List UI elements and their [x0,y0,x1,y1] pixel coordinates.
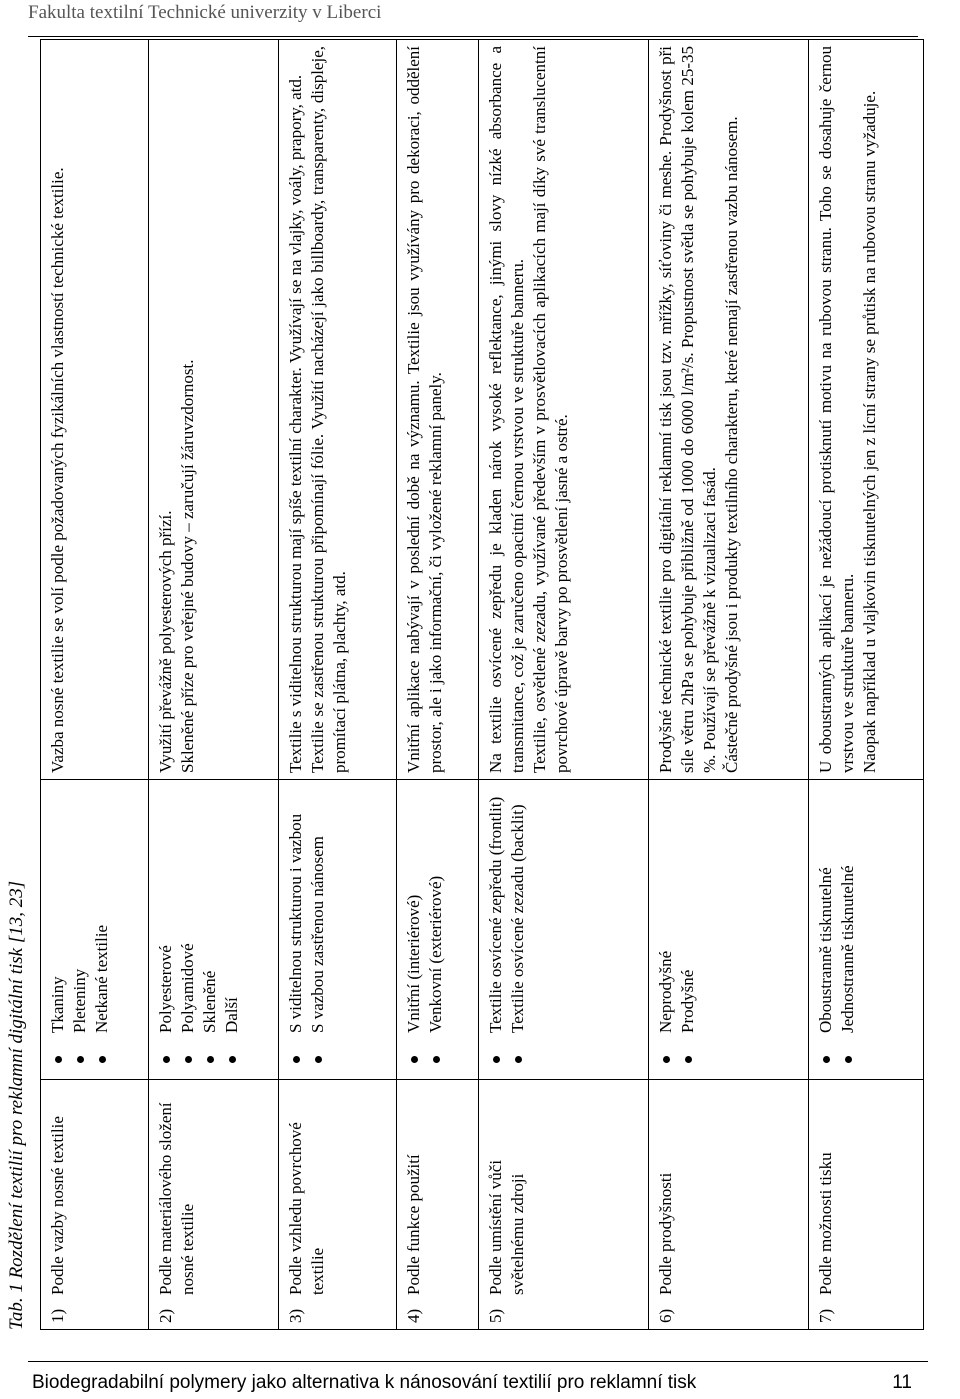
description-cell [279,40,397,780]
table-row [479,40,649,1330]
description-text: Na textilie osvícené zepředu je kladen nárok vysoké reflektance, jinými slovy nízké absorbance a transmitance, což je zaručeno opacitní černou vrstvou ve struktuře banneru. [486,46,527,773]
row-number: 3) [286,1308,305,1323]
table-row [149,40,279,1330]
category-item: Neprodyšné [655,786,677,1033]
category-item: Prodyšné [677,786,699,1033]
row-number: 4) [404,1308,423,1323]
criterion-text: Podle materiálového složení nosné textilie [156,1102,197,1295]
description-cell [649,40,809,780]
criterion-cell [649,1080,809,1330]
category-item: Polyesterové [155,786,177,1033]
criterion-cell [809,1080,924,1330]
category-item: S viditelnou strukturou i vazbou [285,786,307,1033]
row-number: 6) [656,1308,675,1323]
criterion-text: Podle vzhledu povrchové textilie [286,1122,327,1295]
category-item: Další [221,786,243,1033]
description-text: Vazba nosné textilie se volí podle požadovaných fyzikálních vlastností technické textilie. [48,167,67,773]
category-cell [649,780,809,1080]
category-cell [397,780,479,1080]
category-item: Polyamidové [177,786,199,1033]
classification-table [40,39,924,1330]
table-row [397,40,479,1330]
table-row [279,40,397,1330]
category-list [485,786,529,1073]
category-list [285,786,329,1073]
page-footer [28,1361,928,1399]
header-text: Fakulta textilní Technické univerzity v Liberci [28,2,382,23]
description-cell [41,40,149,780]
category-list [47,786,113,1073]
category-item: Tkaniny [47,786,69,1033]
category-cell [479,780,649,1080]
page-header [28,0,918,37]
row-number: 5) [486,1308,505,1323]
category-cell [149,780,279,1080]
criterion-text: Podle možnosti tisku [816,1152,835,1295]
description-text: Částečně prodyšné jsou i produkty textilního charakteru, které nemají zastřenou vazbu nánosem. [722,116,741,773]
description-cell [809,40,924,780]
criterion-cell [397,1080,479,1330]
category-list [815,786,859,1073]
footer-text: Biodegradabilní polymery jako alternativa k nánosování textilií pro reklamní tisk [32,1372,697,1393]
rotated-table-container [6,40,950,1330]
criterion-text: Podle umístění vůči světelnému zdroji [486,1159,527,1295]
table-caption: Tab. 1 Rozdělení textilií pro reklamní digitální tisk [13, 23] [6,880,27,1330]
category-item: Textilie osvícené zezadu (backlit) [507,786,529,1033]
description-text: Naopak například u vlajkovin tisknutelných jen z lícní strany se průtisk na rubovou stranu vyžaduje. [860,90,879,773]
description-cell [397,40,479,780]
table-row [41,40,149,1330]
category-item: Jednostranně tisknutelné [837,786,859,1033]
criterion-cell [479,1080,649,1330]
criterion-text: Podle vazby nosné textilie [48,1116,67,1295]
description-cell [149,40,279,780]
category-item: Pleteniny [69,786,91,1033]
description-text: Vnitřní aplikace nabývají v poslední době na významu. Textilie jsou využívány pro dekoraci, oddělení prostor, ale i jako informační, či vyložené reklamní panely. [404,46,445,773]
category-item: Oboustranně tisknutelné [815,786,837,1033]
description-text: Textilie s viditelnou strukturou mají spíše textilní charakter. Využívají se na vlajky, voály, prapory, atd. [286,74,305,773]
table-row [649,40,809,1330]
category-item: Vnitřní (interiérové) [403,786,425,1033]
criterion-cell [279,1080,397,1330]
description-text: Prodyšné technické textilie pro digitální reklamní tisk jsou tzv. mřížky, síťoviny či meshe. Prodyšnost při síle větru 2hPa se pohybuje přibližně od 1000 do 6000 l/m²/s. Propustnost světla se pohybuje kolem 25-35 %. Používají se převážně k vizualizaci fasád. [656,46,719,773]
category-list [403,786,447,1073]
description-text: Skleněné příze pro veřejné budovy – zaručují žáruvzdornost. [178,359,197,773]
category-cell [279,780,397,1080]
criterion-cell [149,1080,279,1330]
description-text: U oboustranných aplikací je nežádoucí protisknutí motivu na rubovou stranu. Toho se dosahuje černou vrstvou ve struktuře banneru. [816,46,857,773]
category-list [155,786,243,1073]
row-number: 1) [48,1308,67,1323]
category-list [655,786,699,1073]
page-number: 11 [892,1372,912,1393]
category-cell [41,780,149,1080]
category-cell [809,780,924,1080]
row-number: 7) [816,1308,835,1323]
criterion-text: Podle prodyšnosti [656,1172,675,1295]
table-row [809,40,924,1330]
category-item: Skleněné [199,786,221,1033]
category-item: S vazbou zastřenou nánosem [307,786,329,1033]
category-item: Venkovní (exteriérové) [425,786,447,1033]
category-item: Textilie osvícené zepředu (frontlit) [485,786,507,1033]
description-text: Využití převážně polyesterových přízí. [156,510,175,773]
criterion-cell [41,1080,149,1330]
description-text: Textilie se zastřenou strukturou připomínají fólie. Využití nacházejí jako billboardy, transparenty, displeje, promítací plátna, plachty, atd. [308,46,349,773]
row-number: 2) [156,1308,175,1323]
criterion-text: Podle funkce použití [404,1154,423,1295]
category-item: Netkané textilie [91,786,113,1033]
description-text: Textilie, osvětlené zezadu, využívané především v prosvětlovacích aplikacích mají díky své translucentní povrchové úpravě barvy po prosvětlení jasné a ostré. [530,46,571,773]
description-cell [479,40,649,780]
